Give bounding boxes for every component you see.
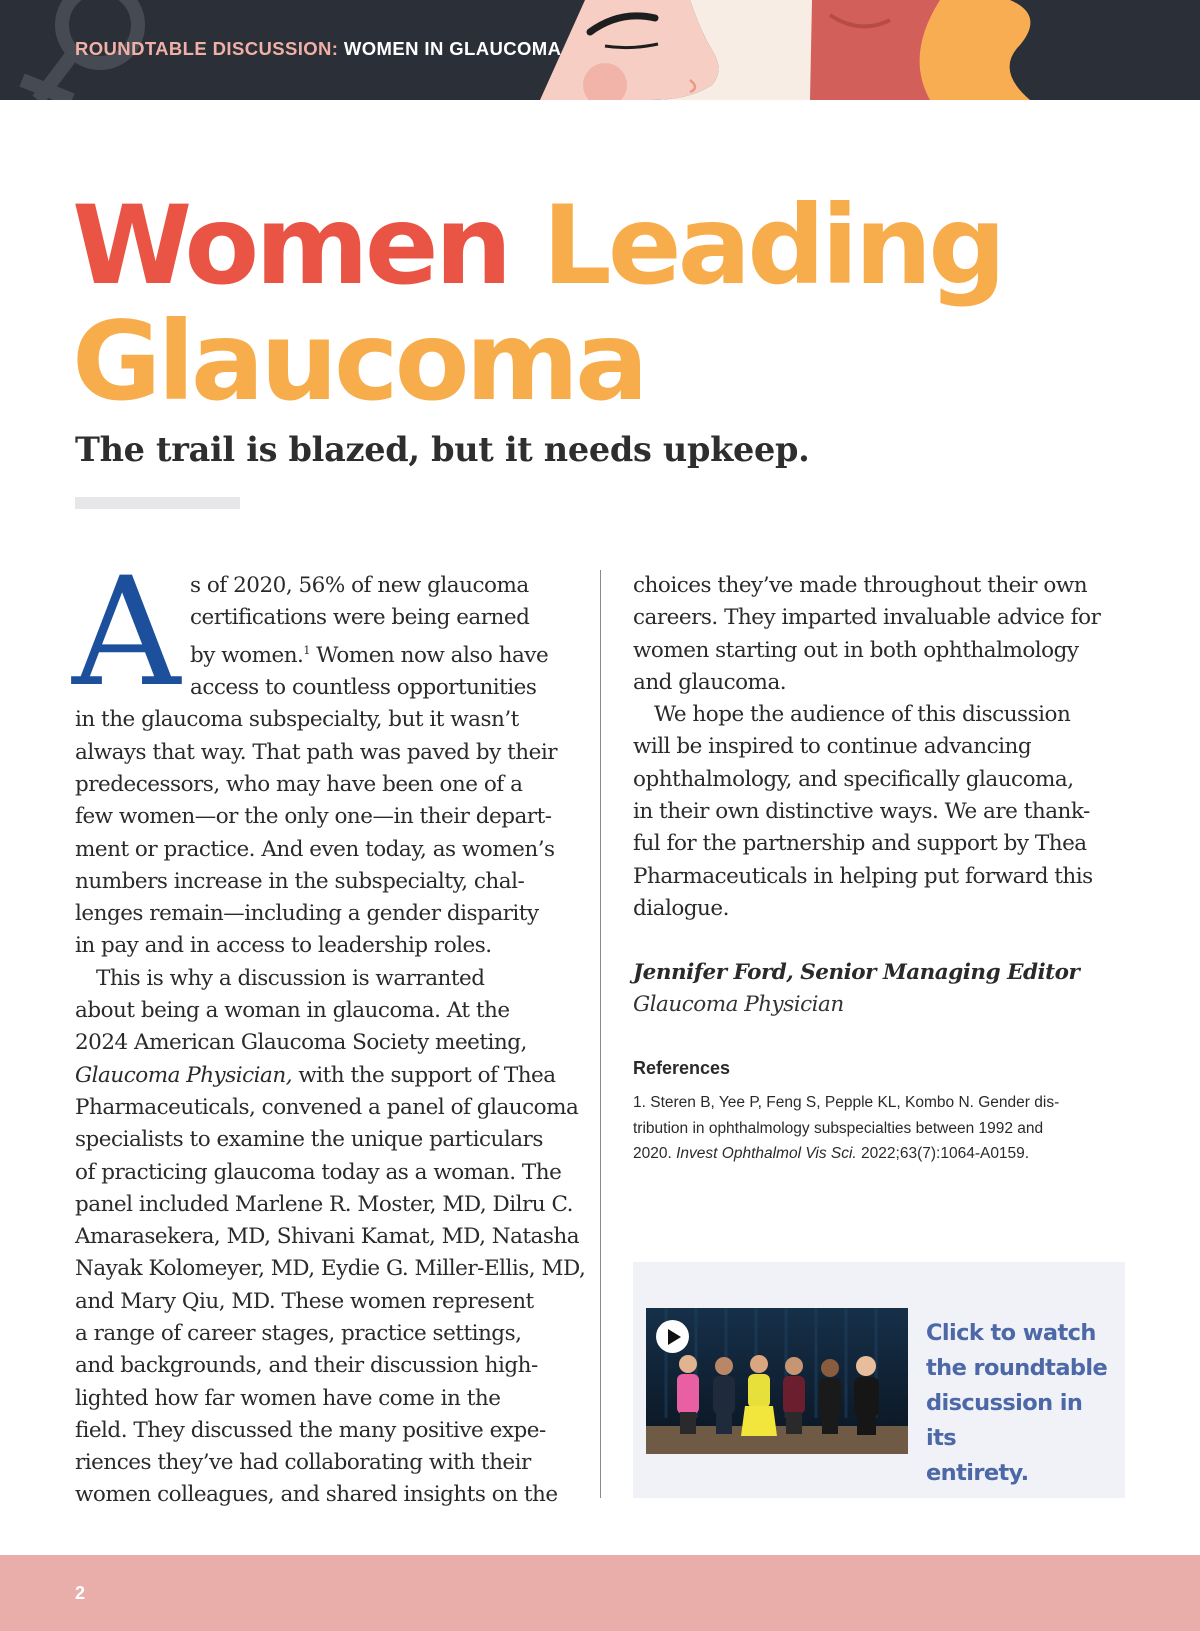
body-line: Pharmaceuticals in helping put forward this <box>633 863 1093 889</box>
journal-name: Invest Ophthalmol Vis Sci. <box>676 1145 857 1162</box>
body-line: predecessors, who may have been one of a <box>75 771 523 797</box>
page-number: 2 <box>75 1583 86 1603</box>
video-thumbnail[interactable] <box>646 1308 908 1454</box>
body-line: access to countless opportunities <box>190 675 537 701</box>
body-line: in pay and in access to leadership roles. <box>75 933 492 959</box>
column-divider <box>600 570 601 1498</box>
article-subtitle: The trail is blazed, but it needs upkeep. <box>75 430 810 469</box>
editor-name: Jennifer Ford, Senior Managing Editor <box>633 960 1080 985</box>
body-line: careers. They imparted invaluable advice for <box>633 605 1101 631</box>
body-line: in the glaucoma subspecialty, but it wasn’t <box>75 707 519 733</box>
body-line: and Mary Qiu, MD. These women represent <box>75 1288 534 1314</box>
title-word-glaucoma: Glaucoma <box>72 298 645 425</box>
reference-line: 1. Steren B, Yee P, Feng S, Pepple KL, Kombo N. Gender dis- <box>633 1094 1060 1111</box>
references-list <box>633 1090 1059 1167</box>
body-line: women starting out in both ophthalmology <box>633 637 1079 663</box>
section-label-topic: WOMEN IN GLAUCOMA <box>343 38 562 59</box>
video-promo-box[interactable] <box>633 1262 1125 1498</box>
body-line: Nayak Kolomeyer, MD, Eydie G. Miller-Ellis, MD, <box>75 1256 586 1282</box>
body-line: will be inspired to continue advancing <box>633 734 1032 760</box>
body-line <box>75 1060 575 1092</box>
title-divider <box>75 497 240 509</box>
body-line: and backgrounds, and their discussion high- <box>75 1353 538 1379</box>
body-line: certifications were being earned <box>190 605 530 631</box>
body-line: This is why a discussion is warranted <box>96 965 485 991</box>
reference-text: 2020. <box>633 1145 677 1162</box>
promo-line: the roundtable <box>926 1355 1108 1381</box>
promo-line: Click to watch <box>926 1320 1096 1346</box>
body-line: ophthalmology, and specifically glaucoma, <box>633 766 1074 792</box>
body-line: riences they’ve had collaborating with their <box>75 1450 531 1476</box>
section-label <box>75 38 561 60</box>
reference-line: tribution in ophthalmology subspecialties between 1992 and <box>633 1119 1044 1137</box>
play-icon[interactable] <box>656 1320 689 1353</box>
citation-marker: 1 <box>303 643 310 657</box>
body-line: Amarasekera, MD, Shivani Kamat, MD, Natasha <box>75 1224 580 1250</box>
body-line: women colleagues, and shared insights on the <box>75 1482 558 1508</box>
body-line: lenges remain—including a gender disparity <box>75 901 539 927</box>
editor-signature <box>633 957 1079 1021</box>
body-line: panel included Marlene R. Moster, MD, Dilru C. <box>75 1191 573 1217</box>
title-word-leading: Leading <box>542 182 1003 309</box>
body-line: specialists to examine the unique particulars <box>75 1127 543 1153</box>
body-line: of practicing glaucoma today as a woman. The <box>75 1159 562 1185</box>
article-column-left <box>75 570 586 1512</box>
header-banner <box>0 0 1200 100</box>
article-title <box>72 182 1003 425</box>
references-heading: References <box>633 1058 731 1078</box>
title-word-women: Women <box>72 182 509 309</box>
watch-discussion-link[interactable] <box>926 1316 1116 1491</box>
body-text: by women. <box>190 642 304 668</box>
reference-line <box>633 1141 1059 1167</box>
section-label-lead: ROUNDTABLE DISCUSSION: <box>75 38 339 59</box>
body-line: few women—or the only one—in their depart- <box>75 804 552 830</box>
publication-name: Glaucoma Physician, <box>75 1062 293 1088</box>
body-line: dialogue. <box>633 895 729 921</box>
body-line: in their own distinctive ways. We are thank- <box>633 799 1090 825</box>
body-line: s of 2020, 56% of new glaucoma <box>190 573 529 598</box>
drop-cap: A <box>72 546 181 720</box>
body-text: with the support of Thea <box>292 1062 556 1088</box>
editor-publication: Glaucoma Physician <box>633 992 844 1017</box>
body-line: ment or practice. And even today, as women’s <box>75 836 555 862</box>
body-line: always that way. That path was paved by their <box>75 739 558 765</box>
orange-hair <box>920 0 1031 100</box>
body-line: lighted how far women have come in the <box>75 1385 501 1411</box>
body-line: numbers increase in the subspecialty, chal- <box>75 868 525 894</box>
body-line: field. They discussed the many positive expe- <box>75 1417 546 1443</box>
body-line: ful for the partnership and support by Thea <box>633 831 1087 857</box>
body-line: a range of career stages, practice settings, <box>75 1320 522 1346</box>
body-line: choices they’ve made throughout their own <box>633 573 1088 598</box>
body-text: Women now also have <box>309 642 549 668</box>
body-line: about being a woman in glaucoma. At the <box>75 998 510 1024</box>
page-footer <box>0 1555 1200 1631</box>
promo-line: entirety. <box>926 1460 1029 1486</box>
body-line <box>75 635 575 672</box>
promo-line: discussion in its <box>926 1390 1083 1451</box>
body-line: 2024 American Glaucoma Society meeting, <box>75 1030 527 1056</box>
reference-text: 2022;63(7):1064-A0159. <box>856 1145 1030 1162</box>
body-line: and glaucoma. <box>633 669 787 695</box>
body-line: We hope the audience of this discussion <box>654 702 1071 728</box>
body-line: Pharmaceuticals, convened a panel of glaucoma <box>75 1094 579 1120</box>
article-column-right <box>633 570 1123 925</box>
